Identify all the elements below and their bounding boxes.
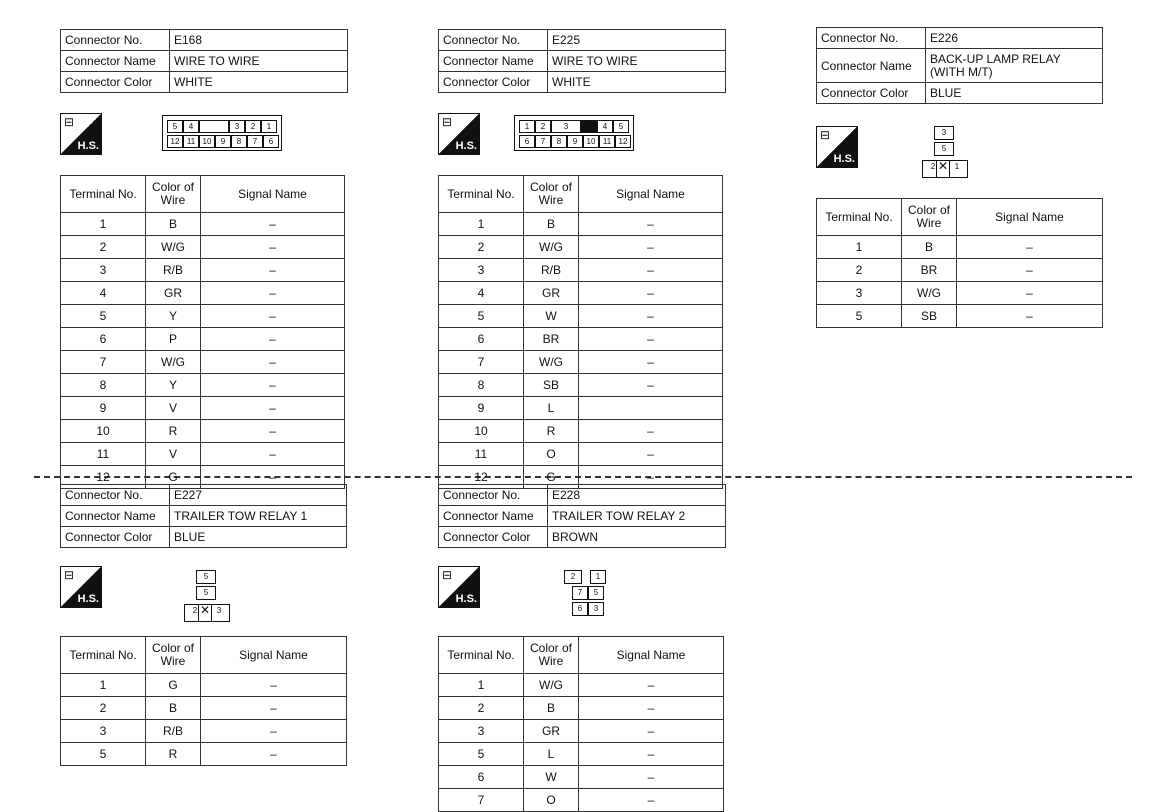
connector-name-label: Connector Name xyxy=(817,49,926,83)
wire-color-cell: B xyxy=(524,213,579,236)
terminal-no-cell: 1 xyxy=(439,674,524,697)
pin-cell: 5 xyxy=(613,120,629,133)
wire-color-cell: GR xyxy=(524,282,579,305)
wire-color-cell: R xyxy=(146,743,201,766)
connector-no-label: Connector No. xyxy=(817,28,926,49)
wire-color-cell: V xyxy=(146,397,201,420)
connector-block-e226 xyxy=(816,27,1103,104)
signal-name-cell: – xyxy=(579,443,723,466)
terminal-no-cell: 10 xyxy=(61,420,146,443)
pin-cell: 10 xyxy=(199,135,215,148)
signal-name-cell: – xyxy=(579,213,723,236)
terminal-row xyxy=(61,674,347,697)
hs-label: H.S. xyxy=(833,153,855,165)
wire-color-cell: SB xyxy=(524,374,579,397)
terminal-no-header: Terminal No. xyxy=(61,637,146,674)
connector-face-diagram xyxy=(918,124,970,180)
terminal-header-row xyxy=(61,176,345,213)
wire-color-cell: W/G xyxy=(902,282,957,305)
pin-cell: 5 xyxy=(167,120,183,133)
terminal-row xyxy=(61,282,345,305)
terminal-no-cell: 2 xyxy=(817,259,902,282)
blank-cell: ✕ xyxy=(198,604,212,622)
terminal-row xyxy=(61,720,347,743)
signal-name-cell: – xyxy=(579,351,723,374)
terminal-no-cell: 12 xyxy=(439,466,524,489)
terminal-no-cell: 5 xyxy=(61,743,146,766)
pin-cell: 5 xyxy=(588,586,604,600)
connector-no-value: E227 xyxy=(170,485,347,506)
connector-color-value: BLUE xyxy=(926,83,1103,104)
terminal-no-cell: 9 xyxy=(439,397,524,420)
signal-name-cell: – xyxy=(957,305,1103,328)
wire-color-cell: B xyxy=(146,213,201,236)
terminal-no-cell: 2 xyxy=(439,236,524,259)
pin-cell xyxy=(581,120,597,133)
signal-name-cell: – xyxy=(579,236,723,259)
terminal-row xyxy=(61,743,347,766)
signal-name-cell: – xyxy=(201,282,345,305)
terminal-header-row xyxy=(61,637,347,674)
connector-name-row xyxy=(61,506,347,527)
signal-name-cell: – xyxy=(957,236,1103,259)
connector-face-diagram xyxy=(180,568,232,624)
terminal-no-cell: 4 xyxy=(439,282,524,305)
signal-name-cell: – xyxy=(957,282,1103,305)
terminal-row xyxy=(61,697,347,720)
connector-info-table xyxy=(60,29,348,93)
pin-cell: 2 xyxy=(535,120,551,133)
terminal-no-cell: 8 xyxy=(439,374,524,397)
wire-color-cell: P xyxy=(146,328,201,351)
signal-name-cell: – xyxy=(579,420,723,443)
terminal-no-header: Terminal No. xyxy=(439,176,524,213)
wire-color-cell: BR xyxy=(524,328,579,351)
terminal-table xyxy=(816,198,1103,328)
connector-info-table xyxy=(816,27,1103,104)
pin-cell: 4 xyxy=(597,120,613,133)
harness-side-icon xyxy=(60,113,102,155)
terminal-no-header: Terminal No. xyxy=(817,199,902,236)
connector-no-row xyxy=(439,30,726,51)
connector-color-row xyxy=(439,72,726,93)
signal-name-cell: – xyxy=(201,720,347,743)
signal-name-cell: – xyxy=(579,720,724,743)
wire-color-cell: GR xyxy=(146,282,201,305)
signal-name-cell: – xyxy=(579,789,724,812)
signal-name-cell: – xyxy=(579,674,724,697)
connector-no-label: Connector No. xyxy=(439,485,548,506)
wire-color-cell: R/B xyxy=(524,259,579,282)
wire-color-cell: G xyxy=(146,466,201,489)
connector-color-label: Connector Color xyxy=(61,72,170,93)
connector-name-row xyxy=(61,51,348,72)
connector-color-label: Connector Color xyxy=(817,83,926,104)
connector-name-row xyxy=(439,51,726,72)
connector-icon: ⊟ xyxy=(442,568,453,582)
terminal-no-cell: 6 xyxy=(439,328,524,351)
wire-color-cell: Y xyxy=(146,374,201,397)
connector-name-value: TRAILER TOW RELAY 2 xyxy=(548,506,726,527)
pin-cell: 11 xyxy=(599,135,615,148)
pin-cell: 6 xyxy=(263,135,279,148)
wire-color-cell: W/G xyxy=(146,351,201,374)
terminal-no-cell: 3 xyxy=(439,259,524,282)
wire-color-cell: L xyxy=(524,397,579,420)
terminal-row xyxy=(61,236,345,259)
signal-name-header: Signal Name xyxy=(579,176,723,213)
wire-color-cell: W xyxy=(524,305,579,328)
signal-name-cell xyxy=(579,397,723,420)
connector-color-row xyxy=(439,527,726,548)
pin-cell: 12 xyxy=(167,135,183,148)
connector-no-label: Connector No. xyxy=(61,30,170,51)
hs-label: H.S. xyxy=(77,593,99,605)
signal-name-cell: – xyxy=(579,305,723,328)
pin-cell: 3 xyxy=(229,120,245,133)
connector-color-label: Connector Color xyxy=(61,527,170,548)
wire-color-cell: Y xyxy=(146,305,201,328)
signal-name-cell: – xyxy=(201,674,347,697)
connector-no-value: E226 xyxy=(926,28,1103,49)
terminal-row xyxy=(61,351,345,374)
pin-cell: 9 xyxy=(215,135,231,148)
wire-color-cell: L xyxy=(524,743,579,766)
terminal-no-cell: 2 xyxy=(61,697,146,720)
terminal-no-cell: 8 xyxy=(61,374,146,397)
signal-name-cell: – xyxy=(201,351,345,374)
terminal-table xyxy=(60,636,347,766)
terminal-row xyxy=(439,259,723,282)
terminal-row xyxy=(439,351,723,374)
signal-name-cell: – xyxy=(201,374,345,397)
terminal-no-cell: 6 xyxy=(61,328,146,351)
color-of-wire-header: Color of Wire xyxy=(146,637,201,674)
pin-cell: 5 xyxy=(196,570,216,584)
terminal-row xyxy=(61,213,345,236)
signal-name-cell: – xyxy=(201,420,345,443)
connector-icon: ⊟ xyxy=(64,568,75,582)
terminal-no-cell: 3 xyxy=(439,720,524,743)
terminal-row xyxy=(61,397,345,420)
pin-cell: 2 xyxy=(184,604,206,622)
terminal-no-cell: 5 xyxy=(439,305,524,328)
connector-icon: ⊟ xyxy=(442,115,453,129)
connector-name-label: Connector Name xyxy=(61,51,170,72)
pin-cell: 12 xyxy=(615,135,631,148)
wire-color-cell: O xyxy=(524,443,579,466)
color-of-wire-header: Color of Wire xyxy=(146,176,201,213)
signal-name-header: Signal Name xyxy=(201,176,345,213)
pin-cell: 1 xyxy=(519,120,535,133)
connector-color-value: BLUE xyxy=(170,527,347,548)
signal-name-header: Signal Name xyxy=(579,637,724,674)
connector-block-e168 xyxy=(60,29,348,93)
terminal-no-cell: 6 xyxy=(439,766,524,789)
harness-side-icon xyxy=(60,566,102,608)
terminal-header-row xyxy=(817,199,1103,236)
connector-name-label: Connector Name xyxy=(439,506,548,527)
signal-name-cell: – xyxy=(201,259,345,282)
terminal-row xyxy=(439,443,723,466)
signal-name-cell: – xyxy=(201,697,347,720)
signal-name-cell: – xyxy=(579,743,724,766)
pin-cell: 1 xyxy=(261,120,277,133)
signal-name-cell: – xyxy=(579,466,723,489)
terminal-row xyxy=(61,305,345,328)
terminal-no-cell: 1 xyxy=(439,213,524,236)
signal-name-cell: – xyxy=(201,213,345,236)
terminal-row xyxy=(439,328,723,351)
signal-name-cell: – xyxy=(579,282,723,305)
signal-name-cell: – xyxy=(201,443,345,466)
terminal-row xyxy=(439,420,723,443)
connector-name-label: Connector Name xyxy=(439,51,548,72)
wire-color-cell: W xyxy=(524,766,579,789)
terminal-no-cell: 5 xyxy=(439,743,524,766)
terminal-no-cell: 10 xyxy=(439,420,524,443)
connector-info-table xyxy=(60,484,347,548)
pin-cell: 8 xyxy=(231,135,247,148)
pin-cell xyxy=(199,120,229,133)
wire-color-cell: G xyxy=(146,674,201,697)
pin-cell: 3 xyxy=(588,602,604,616)
signal-name-header: Signal Name xyxy=(201,637,347,674)
terminal-row xyxy=(817,282,1103,305)
connector-block-e228 xyxy=(438,484,726,548)
terminal-row xyxy=(439,697,724,720)
connector-no-row xyxy=(61,30,348,51)
terminal-no-cell: 3 xyxy=(61,259,146,282)
pin-cell: 5 xyxy=(196,586,216,600)
terminal-row xyxy=(439,213,723,236)
terminal-row xyxy=(61,328,345,351)
pin-cell: 8 xyxy=(551,135,567,148)
pin-cell: 3 xyxy=(208,604,230,622)
signal-name-cell: – xyxy=(579,328,723,351)
pin-cell: 2 xyxy=(245,120,261,133)
signal-name-cell: – xyxy=(579,697,724,720)
terminal-row xyxy=(817,259,1103,282)
wire-color-cell: GR xyxy=(524,720,579,743)
connector-color-value: WHITE xyxy=(170,72,348,93)
signal-name-cell: – xyxy=(579,374,723,397)
hs-label: H.S. xyxy=(455,593,477,605)
terminal-no-cell: 7 xyxy=(439,789,524,812)
terminal-no-cell: 12 xyxy=(61,466,146,489)
connector-no-value: E225 xyxy=(548,30,726,51)
terminal-row xyxy=(439,374,723,397)
terminal-row xyxy=(439,743,724,766)
wire-color-cell: B xyxy=(146,697,201,720)
terminal-no-cell: 1 xyxy=(61,213,146,236)
pin-cell: 3 xyxy=(551,120,581,133)
harness-side-icon xyxy=(438,113,480,155)
connector-face-diagram xyxy=(556,568,612,622)
connector-face-diagram xyxy=(514,115,634,151)
pin-cell: 7 xyxy=(572,586,588,600)
connector-name-value: WIRE TO WIRE xyxy=(548,51,726,72)
signal-name-cell: – xyxy=(579,259,723,282)
harness-side-icon xyxy=(438,566,480,608)
terminal-header-row xyxy=(439,637,724,674)
terminal-row xyxy=(439,674,724,697)
terminal-no-cell: 7 xyxy=(61,351,146,374)
connector-icon: ⊟ xyxy=(820,128,831,142)
terminal-no-cell: 4 xyxy=(61,282,146,305)
signal-name-cell: – xyxy=(201,743,347,766)
terminal-row xyxy=(817,305,1103,328)
connector-color-label: Connector Color xyxy=(439,527,548,548)
signal-name-cell: – xyxy=(957,259,1103,282)
hs-label: H.S. xyxy=(77,140,99,152)
wire-color-cell: R/B xyxy=(146,720,201,743)
wire-color-cell: R/B xyxy=(146,259,201,282)
connector-face-diagram xyxy=(162,115,282,151)
pin-cell: 5 xyxy=(934,142,954,156)
terminal-row xyxy=(439,466,723,489)
color-of-wire-header: Color of Wire xyxy=(524,637,579,674)
connector-name-row xyxy=(439,506,726,527)
connector-icon: ⊟ xyxy=(64,115,75,129)
terminal-row xyxy=(439,789,724,812)
terminal-row xyxy=(817,236,1103,259)
wire-color-cell: B xyxy=(524,697,579,720)
terminal-header-row xyxy=(439,176,723,213)
wire-color-cell: W/G xyxy=(146,236,201,259)
terminal-no-cell: 1 xyxy=(61,674,146,697)
terminal-table xyxy=(60,175,345,489)
wire-color-cell: W/G xyxy=(524,236,579,259)
wire-color-cell: O xyxy=(524,789,579,812)
terminal-no-cell: 11 xyxy=(61,443,146,466)
pin-cell: 3 xyxy=(934,126,954,140)
pin-cell: 6 xyxy=(519,135,535,148)
connector-name-value: BACK-UP LAMP RELAY (WITH M/T) xyxy=(926,49,1103,83)
connector-block-e227 xyxy=(60,484,347,548)
wire-color-cell: BR xyxy=(902,259,957,282)
terminal-row xyxy=(439,720,724,743)
pin-cell: 7 xyxy=(535,135,551,148)
pin-cell: 1 xyxy=(946,160,968,178)
connector-info-table xyxy=(438,29,726,93)
terminal-no-cell: 3 xyxy=(61,720,146,743)
pin-cell: 6 xyxy=(572,602,588,616)
pin-cell: 11 xyxy=(183,135,199,148)
wire-color-cell: B xyxy=(902,236,957,259)
wire-color-cell: SB xyxy=(902,305,957,328)
terminal-row xyxy=(439,236,723,259)
terminal-no-cell: 3 xyxy=(817,282,902,305)
connector-no-value: E168 xyxy=(170,30,348,51)
signal-name-cell: – xyxy=(579,766,724,789)
connector-color-value: BROWN xyxy=(548,527,726,548)
signal-name-cell: – xyxy=(201,466,345,489)
wire-color-cell: R xyxy=(524,420,579,443)
terminal-no-cell: 5 xyxy=(61,305,146,328)
connector-name-value: WIRE TO WIRE xyxy=(170,51,348,72)
connector-block-e225 xyxy=(438,29,726,93)
wire-color-cell: R xyxy=(146,420,201,443)
pin-cell: 2 xyxy=(922,160,944,178)
terminal-no-cell: 1 xyxy=(817,236,902,259)
connector-color-row xyxy=(61,72,348,93)
terminal-row xyxy=(61,466,345,489)
terminal-no-cell: 5 xyxy=(817,305,902,328)
terminal-no-cell: 2 xyxy=(439,697,524,720)
signal-name-header: Signal Name xyxy=(957,199,1103,236)
terminal-row xyxy=(61,374,345,397)
terminal-no-header: Terminal No. xyxy=(61,176,146,213)
terminal-row xyxy=(61,420,345,443)
signal-name-cell: – xyxy=(201,397,345,420)
wire-color-cell: W/G xyxy=(524,351,579,374)
terminal-no-cell: 11 xyxy=(439,443,524,466)
terminal-table xyxy=(438,175,723,489)
wire-color-cell: V xyxy=(146,443,201,466)
pin-cell: 2 xyxy=(564,570,582,584)
terminal-row xyxy=(439,305,723,328)
connector-no-value: E228 xyxy=(548,485,726,506)
connector-color-row xyxy=(817,83,1103,104)
pin-cell: 10 xyxy=(583,135,599,148)
connector-no-row xyxy=(817,28,1103,49)
blank-cell: ✕ xyxy=(936,160,950,178)
connector-info-table xyxy=(438,484,726,548)
signal-name-cell: – xyxy=(201,305,345,328)
pin-cell: 1 xyxy=(590,570,606,584)
signal-name-cell: – xyxy=(201,236,345,259)
connector-name-label: Connector Name xyxy=(61,506,170,527)
color-of-wire-header: Color of Wire xyxy=(902,199,957,236)
hs-label: H.S. xyxy=(455,140,477,152)
terminal-no-cell: 2 xyxy=(61,236,146,259)
pin-cell: 7 xyxy=(247,135,263,148)
connector-color-value: WHITE xyxy=(548,72,726,93)
terminal-row xyxy=(439,397,723,420)
wire-color-cell: G xyxy=(524,466,579,489)
pin-cell: 9 xyxy=(567,135,583,148)
connector-name-row xyxy=(817,49,1103,83)
connector-color-label: Connector Color xyxy=(439,72,548,93)
pin-cell: 4 xyxy=(183,120,199,133)
signal-name-cell: – xyxy=(201,328,345,351)
connector-no-label: Connector No. xyxy=(439,30,548,51)
connector-no-label: Connector No. xyxy=(61,485,170,506)
terminal-no-cell: 9 xyxy=(61,397,146,420)
color-of-wire-header: Color of Wire xyxy=(524,176,579,213)
terminal-row xyxy=(61,259,345,282)
terminal-table xyxy=(438,636,724,812)
terminal-row xyxy=(61,443,345,466)
terminal-row xyxy=(439,282,723,305)
harness-side-icon xyxy=(816,126,858,168)
connector-name-value: TRAILER TOW RELAY 1 xyxy=(170,506,347,527)
wire-color-cell: W/G xyxy=(524,674,579,697)
terminal-row xyxy=(439,766,724,789)
terminal-no-cell: 7 xyxy=(439,351,524,374)
connector-color-row xyxy=(61,527,347,548)
terminal-no-header: Terminal No. xyxy=(439,637,524,674)
